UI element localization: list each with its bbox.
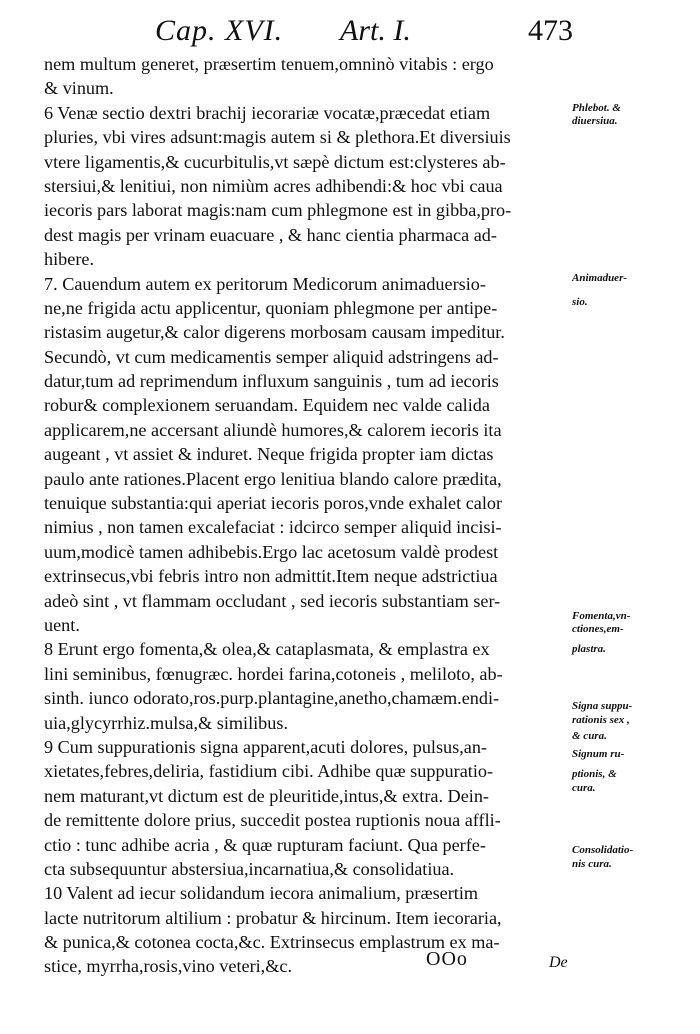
- margin-note: ctiones,em-: [572, 623, 624, 635]
- text-line: Secundò, vt cum medicamentis semper aliquid adstringens ad-: [44, 346, 499, 367]
- text-line: nem multum generet, præsertim tenuem,omninò vitabis : ergo: [44, 54, 494, 74]
- text-line: nem maturant,vt dictum est de pleuritide,intus,& extra. Dein-: [44, 785, 489, 806]
- margin-note: Animaduer-: [572, 272, 628, 284]
- text-line: hibere.: [44, 249, 94, 270]
- catchword: De: [549, 954, 568, 971]
- text-line: augeant , vt assiet & induret. Neque frigida propter iam dictas: [44, 444, 494, 465]
- text-line: 6 Venæ sectio dextri brachij iecorariæ vocatæ,præcedat etiam: [44, 102, 491, 123]
- margin-note: & cura.: [572, 730, 607, 742]
- text-line: adeò sint , vt flammam occludant , sed iecoris substantiam ser-: [44, 590, 501, 611]
- margin-note: Signa suppu-: [572, 700, 633, 712]
- text-line: applicarem,ne accersant aliundè humores,& calorem iecoris ita: [44, 419, 502, 440]
- text-line: 10 Valent ad iecur solidandum iecora animalium, præsertim: [44, 883, 479, 904]
- text-line: 8 Erunt ergo fomenta,& olea,& cataplasmata, & emplastra ex: [44, 639, 490, 660]
- text-line: ctio : tunc adhibe acria , & quæ rupturam faciunt. Qua perfe-: [44, 834, 486, 855]
- text-line: tenuique substantia:qui aperiat iecoris poros,vnde exhalet calor: [44, 493, 503, 514]
- margin-note: Fomenta,vn-: [572, 610, 631, 622]
- text-line: 7. Cauendum autem ex peritorum Medicorum animaduersio-: [44, 273, 486, 294]
- text-line: lacte nutritorum altilium : probatur & hircinum. Item iecoraria,: [44, 907, 502, 928]
- margin-note: cura.: [572, 782, 596, 794]
- margin-note: sio.: [572, 296, 588, 308]
- text-line: ristasim augetur,& calor digerens morbosam causam impeditur.: [44, 322, 505, 343]
- body-text: [44, 52, 572, 979]
- margin-note: ptionis, &: [572, 768, 617, 780]
- text-line: uum,modicè tamen adhibebis.Ergo lac acetosum valdè prodest: [44, 541, 499, 562]
- text-line: & vinum.: [44, 78, 114, 99]
- margin-note: Phlebot. &: [572, 102, 621, 114]
- text-line: iecoris pars laborat magis:nam cum phlegmone est in gibba,pro-: [44, 200, 512, 221]
- text-line: uia,glycyrrhiz.mulsa,& similibus.: [44, 712, 288, 733]
- running-head: [0, 14, 700, 54]
- margin-note: nis cura.: [572, 858, 612, 870]
- margin-note: rationis sex ,: [572, 714, 630, 726]
- text-line: ne,ne frigida actu applicentur, quoniam phlegmone per antipe-: [44, 297, 498, 318]
- text-line: dest magis per vrinam euacuare , & hanc cientia pharmaca ad-: [44, 224, 497, 245]
- text-line: stice, myrrha,rosis,vino veteri,&c.: [44, 956, 292, 977]
- text-line: extrinsecus,vbi febris intro non admittit.Item neque adstrictiua: [44, 566, 498, 587]
- text-line: cta subsequuntur abstersiua,incarnatiua,& consolidatiua.: [44, 858, 455, 879]
- margin-note: plastra.: [572, 643, 606, 655]
- page-footer: [0, 948, 700, 978]
- margin-note: Consolidatio-: [572, 844, 634, 856]
- text-line: de remittente dolore prius, succedit postea ruptionis noua affli-: [44, 810, 501, 831]
- article-heading: Art. I.: [340, 14, 411, 47]
- text-line: 9 Cum suppurationis signa apparent,acuti dolores, pulsus,an-: [44, 736, 487, 757]
- text-line: nimius , non tamen excalefaciat : idcirco semper aliquid incisi-: [44, 517, 502, 538]
- text-line: datur,tum ad reprimendum influxum sanguinis , tum ad iecoris: [44, 371, 499, 392]
- text-line: paulo ante rationes.Placent ergo lenitiua blando calore prædita,: [44, 468, 502, 489]
- text-line: sinth. iunco odorato,ros.purp.plantagine,anetho,chamæm.endi-: [44, 688, 500, 709]
- text-line: robur& complexionem seruandam. Equidem nec valde calida: [44, 395, 490, 416]
- text-line: stersiui,& lenitiui, non nimiùm acres adhibendi:& hoc vbi caua: [44, 175, 503, 196]
- text-line: lini seminibus, fœnugræc. hordei farina,cotoneis , meliloto, ab-: [44, 663, 503, 684]
- margin-note: diuersiua.: [572, 115, 618, 127]
- text-line: xietates,febres,deliria, fastidium cibi. Adhibe quæ suppuratio-: [44, 761, 494, 782]
- text-line: vtere ligamentis,& cucurbitulis,vt sæpè dictum est:clysteres ab-: [44, 151, 506, 172]
- margin-note: Signum ru-: [572, 748, 625, 760]
- signature-mark: OOo: [426, 948, 468, 970]
- page-number: 473: [528, 14, 573, 47]
- text-line: & punica,& cotonea cocta,&c. Extrinsecus emplastrum ex ma-: [44, 932, 500, 953]
- chapter-heading: Cap. XVI.: [155, 14, 284, 47]
- text-line: pluries, vbi vires adsunt:magis autem si & plethora.Et diversiuis: [44, 127, 511, 148]
- text-line: uent.: [44, 614, 80, 635]
